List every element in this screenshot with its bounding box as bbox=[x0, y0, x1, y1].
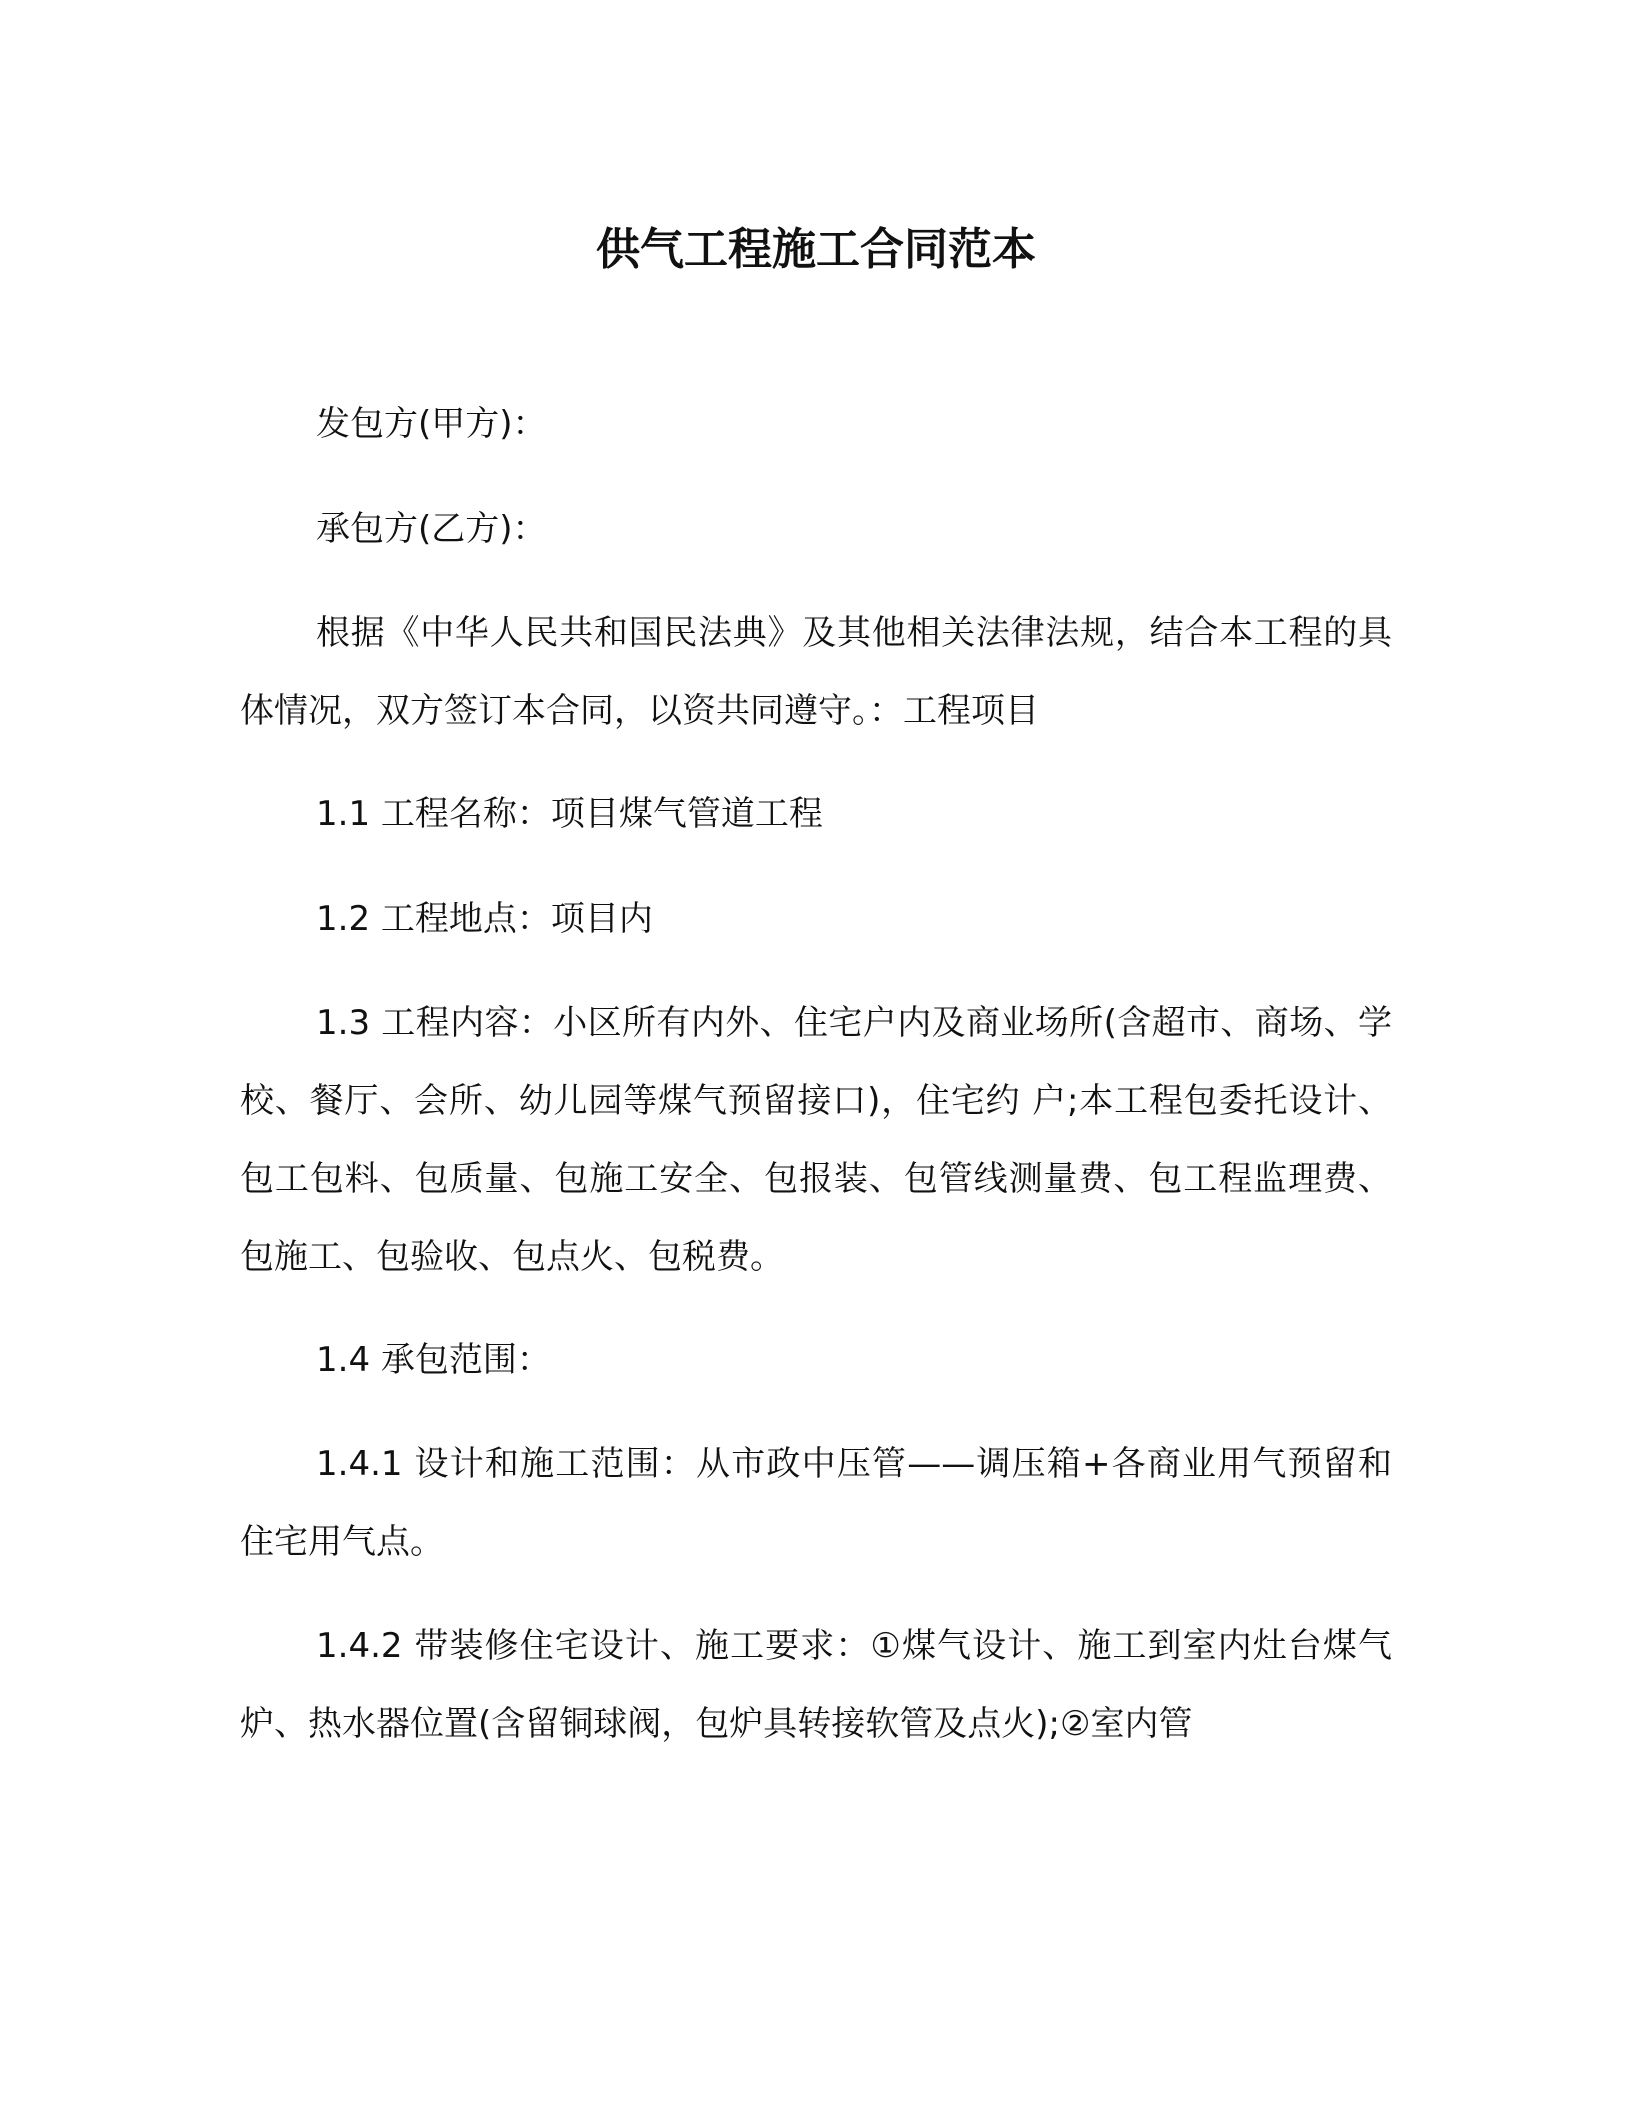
clause-1-4-2: 1.4.2 带装修住宅设计、施工要求：①煤气设计、施工到室内灶台煤气炉、热水器位置(含留铜球阀，包炉具转接软管及点火);②室内管 bbox=[240, 1626, 1392, 1744]
clause-1-1: 1.1 工程名称：项目煤气管道工程 bbox=[316, 794, 823, 834]
clause-1-2: 1.2 工程地点：项目内 bbox=[316, 899, 653, 939]
document-title: 供气工程施工合同范本 bbox=[596, 224, 1036, 275]
clause-1-4-1: 1.4.1 设计和施工范围：从市政中压管——调压箱+各商业用气预留和住宅用气点。 bbox=[240, 1444, 1392, 1562]
preamble-paragraph: 根据《中华人民共和国民法典》及其他相关法律法规，结合本工程的具体情况，双方签订本合同，以资共同遵守。：工程项目 bbox=[240, 613, 1392, 731]
party-a-line: 发包方(甲方)： bbox=[316, 404, 547, 444]
clause-1-4: 1.4 承包范围： bbox=[316, 1340, 551, 1380]
clause-1-3: 1.3 工程内容：小区所有内外、住宅户内及商业场所(含超市、商场、学校、餐厅、会所、幼儿园等煤气预留接口)，住宅约 户;本工程包委托设计、包工包料、包质量、包施工安全、包报装、包管线测量费、包工程监理费、包施工、包验收、包点火、包税费。 bbox=[240, 1003, 1392, 1277]
party-b-line: 承包方(乙方)： bbox=[316, 509, 547, 549]
